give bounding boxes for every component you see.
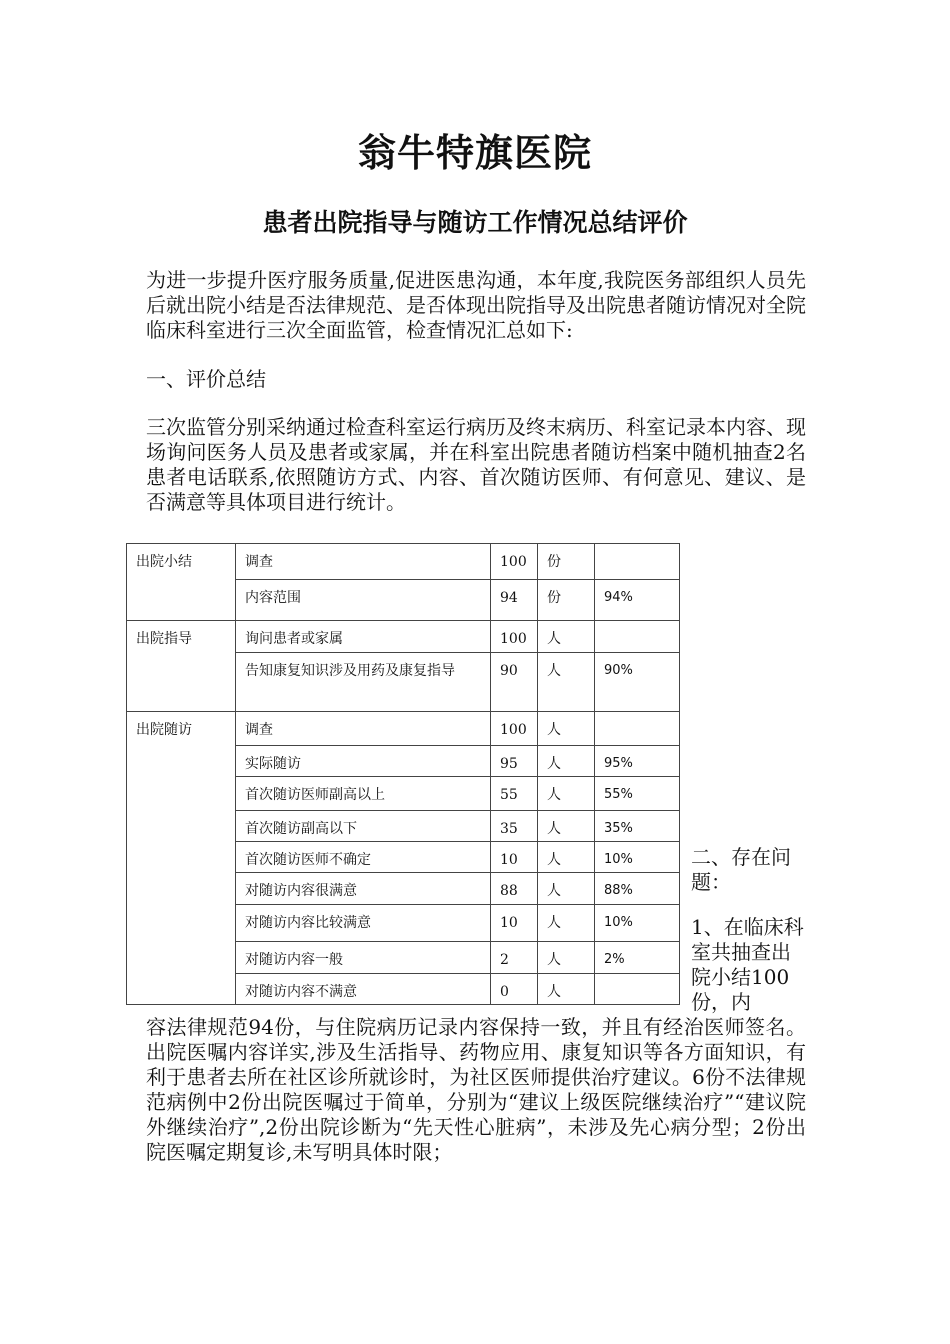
- count-cell: 95: [491, 746, 538, 777]
- percent-cell: [595, 621, 680, 653]
- unit-cell: 人: [538, 905, 595, 942]
- unit-cell: 人: [538, 974, 595, 1005]
- count-cell: 100: [491, 712, 538, 746]
- count-cell: 10: [491, 905, 538, 942]
- unit-cell: 人: [538, 777, 595, 811]
- item-cell: 对随访内容不满意: [236, 974, 491, 1005]
- table-row: [127, 712, 680, 746]
- item-cell: 询问患者或家属: [236, 621, 491, 653]
- item-cell: 对随访内容一般: [236, 942, 491, 974]
- percent-cell: [595, 712, 680, 746]
- item-cell: 实际随访: [236, 746, 491, 777]
- section2-paragraph: 容法律规范94份，与住院病历记录内容保持一致，并且有经治医师签名。出院医嘱内容详实,涉及生活指导、药物应用、康复知识等各方面知识，有利于患者去所在社区诊所就诊时，为社区医师提供治疗建议。6份不法律规范病例中2份出院医嘱过于简单，分别为“建议上级医院继续治疗”“建议院外继续治疗”,2份出院诊断为“先天性心脏病”，未涉及先心病分型；2份出院医嘱定期复诊,未写明具体时限；: [146, 1015, 806, 1164]
- section1-heading: 一、评价总结: [146, 367, 266, 391]
- item-cell: 首次随访医师副高以上: [236, 777, 491, 811]
- percent-cell: 2%: [595, 942, 680, 974]
- item-cell: 内容范围: [236, 580, 491, 621]
- unit-cell: 人: [538, 873, 595, 905]
- percent-cell: 95%: [595, 746, 680, 777]
- count-cell: 10: [491, 842, 538, 873]
- item-cell: 调查: [236, 544, 491, 580]
- item-cell: 对随访内容比较满意: [236, 905, 491, 942]
- document-title: 翁牛特旗医院: [357, 130, 592, 175]
- percent-cell: 35%: [595, 811, 680, 842]
- group-label: 出院小结: [127, 544, 236, 621]
- item-cell: 首次随访副高以下: [236, 811, 491, 842]
- statistics-table: [126, 543, 680, 1005]
- section2-side-text: 1、在临床科室共抽查出院小结100份，内: [691, 915, 804, 1014]
- intro-paragraph: 为进一步提升医疗服务质量,促进医患沟通，本年度,我院医务部组织人员先后就出院小结是否法律规范、是否体现出院指导及出院患者随访情况对全院临床科室进行三次全面监管，检查情况汇总如下:: [146, 268, 806, 342]
- count-cell: 100: [491, 621, 538, 653]
- percent-cell: 10%: [595, 842, 680, 873]
- unit-cell: 人: [538, 942, 595, 974]
- count-cell: 55: [491, 777, 538, 811]
- unit-cell: 人: [538, 653, 595, 712]
- table-row: [127, 544, 680, 580]
- percent-cell: [595, 544, 680, 580]
- count-cell: 88: [491, 873, 538, 905]
- count-cell: 90: [491, 653, 538, 712]
- item-cell: 对随访内容很满意: [236, 873, 491, 905]
- count-cell: 0: [491, 974, 538, 1005]
- count-cell: 94: [491, 580, 538, 621]
- unit-cell: 人: [538, 746, 595, 777]
- percent-cell: [595, 974, 680, 1005]
- unit-cell: 人: [538, 842, 595, 873]
- item-cell: 调查: [236, 712, 491, 746]
- section1-paragraph: 三次监管分别采纳通过检查科室运行病历及终末病历、科室记录本内容、现场询问医务人员及患者或家属，并在科室出院患者随访档案中随机抽查2名患者电话联系,依照随访方式、内容、首次随访医师、有何意见、建议、是否满意等具体项目进行统计。: [146, 415, 806, 514]
- unit-cell: 份: [538, 580, 595, 621]
- percent-cell: 10%: [595, 905, 680, 942]
- group-label: 出院随访: [127, 712, 236, 1005]
- table-row: [127, 621, 680, 653]
- unit-cell: 份: [538, 544, 595, 580]
- count-cell: 35: [491, 811, 538, 842]
- item-cell: 首次随访医师不确定: [236, 842, 491, 873]
- count-cell: 100: [491, 544, 538, 580]
- unit-cell: 人: [538, 811, 595, 842]
- section2-heading: 二、存在问题：: [691, 845, 791, 894]
- item-cell: 告知康复知识涉及用药及康复指导: [236, 653, 491, 712]
- unit-cell: 人: [538, 621, 595, 653]
- count-cell: 2: [491, 942, 538, 974]
- percent-cell: 90%: [595, 653, 680, 712]
- percent-cell: 55%: [595, 777, 680, 811]
- group-label: 出院指导: [127, 621, 236, 712]
- unit-cell: 人: [538, 712, 595, 746]
- percent-cell: 94%: [595, 580, 680, 621]
- percent-cell: 88%: [595, 873, 680, 905]
- document-subtitle: 患者出院指导与随访工作情况总结评价: [262, 208, 688, 237]
